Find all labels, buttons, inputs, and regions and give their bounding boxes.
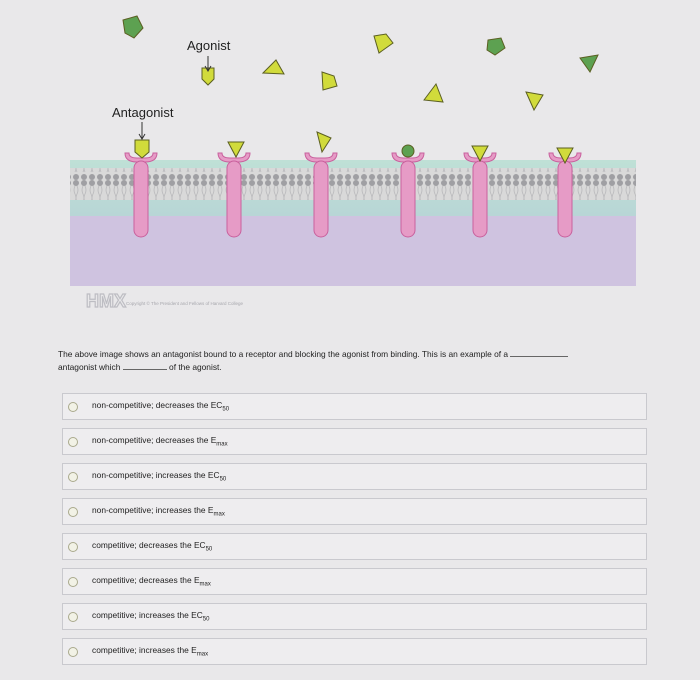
- hmx-logo: HMX: [86, 291, 126, 310]
- option-text: non-competitive; increases the E: [92, 505, 214, 516]
- antagonist-label: Antagonist: [112, 105, 174, 120]
- option-label: [92, 575, 211, 588]
- option-subscript: 50: [202, 616, 210, 623]
- question-part3: of the agonist.: [169, 362, 222, 372]
- option-text: competitive; decreases the EC: [92, 540, 206, 551]
- option-6[interactable]: [62, 568, 647, 595]
- option-text: non-competitive; increases the EC: [92, 470, 220, 481]
- receptor-3: [314, 161, 328, 237]
- radio-button[interactable]: [68, 472, 78, 482]
- option-2[interactable]: [62, 428, 647, 455]
- copyright-text: Copyright © The President and Fellows of Harvard College: [126, 301, 244, 306]
- agonist-free-7: [487, 38, 505, 55]
- bound-ligands: [135, 132, 573, 163]
- receptor-1: [134, 161, 148, 237]
- blank-1: [510, 347, 568, 357]
- option-8[interactable]: [62, 638, 647, 665]
- radio-button[interactable]: [68, 437, 78, 447]
- option-4[interactable]: [62, 498, 647, 525]
- option-label: [92, 505, 225, 518]
- radio-button[interactable]: [68, 647, 78, 657]
- option-label: [92, 470, 226, 483]
- free-agonists: [123, 16, 598, 110]
- agonist-bound-3: [317, 132, 331, 152]
- label-arrows: [139, 56, 211, 139]
- blank-2: [123, 360, 167, 370]
- option-label: [92, 435, 228, 448]
- radio-button[interactable]: [68, 402, 78, 412]
- question-text: [58, 347, 636, 373]
- option-label: [92, 540, 212, 553]
- question-part2: antagonist which: [58, 362, 121, 372]
- receptor-5: [473, 161, 487, 237]
- antagonist-bound: [135, 140, 149, 158]
- agonist-free-4: [322, 72, 337, 90]
- option-3[interactable]: [62, 463, 647, 490]
- receptor-diagram: [0, 0, 700, 310]
- radio-button[interactable]: [68, 612, 78, 622]
- agonist-free-5: [374, 34, 393, 53]
- receptor-figure: [0, 0, 700, 310]
- receptor-6: [558, 161, 572, 237]
- option-text: competitive; decreases the E: [92, 575, 200, 586]
- agonist-free-8: [526, 92, 543, 110]
- radio-button[interactable]: [68, 542, 78, 552]
- agonist-free-3: [263, 60, 284, 74]
- option-label: [92, 645, 208, 658]
- radio-button[interactable]: [68, 577, 78, 587]
- option-1[interactable]: [62, 393, 647, 420]
- option-5[interactable]: [62, 533, 647, 560]
- agonist-label: Agonist: [187, 38, 231, 53]
- option-subscript: max: [213, 511, 225, 518]
- agonist-free-9: [580, 55, 598, 72]
- option-subscript: max: [196, 651, 209, 658]
- option-label: [92, 400, 229, 413]
- option-text: competitive; increases the EC: [92, 610, 203, 621]
- option-subscript: 50: [222, 406, 230, 413]
- antagonist-bound-4: [402, 145, 414, 157]
- receptor-2: [227, 161, 241, 237]
- option-subscript: max: [199, 581, 211, 588]
- option-subscript: 50: [205, 546, 213, 553]
- radio-button[interactable]: [68, 507, 78, 517]
- lipid-bilayer: [70, 168, 636, 200]
- intracellular-band: [70, 216, 636, 286]
- question-part1: The above image shows an antagonist bound to a receptor and blocking the agonist from binding. This is an example of a: [58, 349, 509, 359]
- option-text: non-competitive; decreases the E: [92, 435, 217, 446]
- agonist-bound-2: [228, 142, 244, 157]
- agonist-free-1: [123, 16, 143, 38]
- option-text: competitive; increases the E: [92, 645, 197, 656]
- option-subscript: 50: [219, 476, 227, 483]
- option-7[interactable]: [62, 603, 647, 630]
- option-subscript: max: [216, 441, 228, 448]
- receptor-4: [401, 161, 415, 237]
- option-label: [92, 610, 209, 623]
- agonist-free-6: [424, 84, 443, 102]
- option-text: non-competitive; decreases the EC: [92, 400, 223, 411]
